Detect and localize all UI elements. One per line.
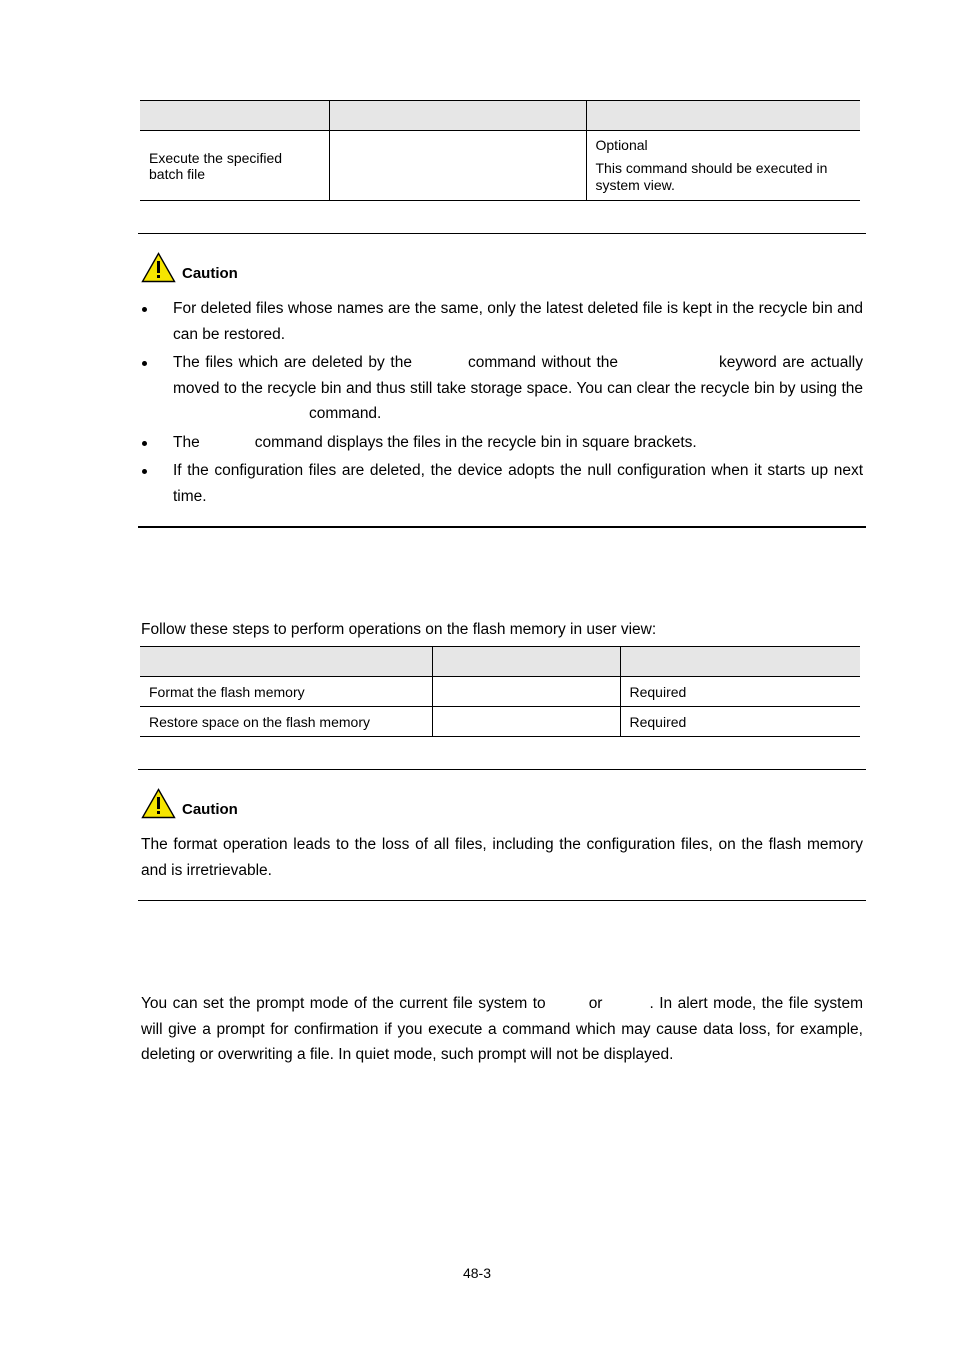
warning-icon bbox=[141, 788, 176, 819]
bullet-icon bbox=[142, 441, 147, 446]
caution-body bbox=[141, 296, 863, 512]
command-cell bbox=[329, 131, 586, 201]
list-item: The files which are deleted by the command without the keyword are actually moved to the recycle bin and thus still take storage space. You can clear the recycle bin by using thecommand. bbox=[141, 350, 863, 427]
flash-operations-table bbox=[140, 646, 860, 737]
caution-bottom-rule bbox=[138, 526, 866, 528]
command-cell bbox=[432, 707, 620, 737]
table-row bbox=[140, 707, 860, 737]
caution-top-rule bbox=[138, 233, 866, 234]
caution-label: Caution bbox=[182, 265, 238, 282]
bullet-icon bbox=[142, 469, 147, 474]
caution-bullet-list bbox=[141, 296, 863, 509]
caution-label: Caution bbox=[182, 801, 238, 818]
list-item: The command displays the files in the recycle bin in square brackets. bbox=[141, 430, 863, 456]
operation-cell: Restore space on the flash memory bbox=[140, 707, 432, 737]
warning-icon bbox=[141, 252, 176, 283]
caution-heading bbox=[141, 788, 238, 819]
remarks-cell bbox=[586, 131, 860, 201]
table-row bbox=[140, 131, 860, 201]
caution-bottom-rule bbox=[138, 900, 866, 901]
bullet-icon bbox=[142, 361, 147, 366]
table-header-row bbox=[140, 101, 860, 131]
operation-cell: Format the flash memory bbox=[140, 677, 432, 707]
table-header-row bbox=[140, 647, 860, 677]
flash-intro: Follow these steps to perform operations on the flash memory in user view: bbox=[141, 621, 657, 638]
remarks-cell: Required bbox=[620, 707, 860, 737]
operation-cell: Execute the specified batch file bbox=[140, 131, 329, 201]
bullet-icon bbox=[142, 307, 147, 312]
batch-file-table bbox=[140, 100, 860, 201]
remarks-optional: Optional bbox=[595, 137, 648, 153]
prompt-mode-paragraph: You can set the prompt mode of the current file system to or . In alert mode, the file system will give a prompt for confirmation if you execute a command which may cause data loss, for example, deleting or overwriting a file. In quiet mode, such prompt will not be displayed. bbox=[141, 995, 863, 1063]
table-row bbox=[140, 677, 860, 707]
remarks-note: This command should be executed in system view. bbox=[595, 160, 828, 193]
caution-heading bbox=[141, 252, 238, 283]
list-item: If the configuration files are deleted, the device adopts the null configuration when it starts up next time. bbox=[141, 458, 863, 509]
command-cell bbox=[432, 677, 620, 707]
caution-text: The format operation leads to the loss of all files, including the configuration files, on the flash memory and is irretrievable. bbox=[141, 836, 863, 879]
caution-top-rule bbox=[138, 769, 866, 770]
remarks-cell: Required bbox=[620, 677, 860, 707]
list-item: For deleted files whose names are the same, only the latest deleted file is kept in the recycle bin and can be restored. bbox=[141, 296, 863, 347]
page-number: 48-3 bbox=[462, 1265, 492, 1281]
